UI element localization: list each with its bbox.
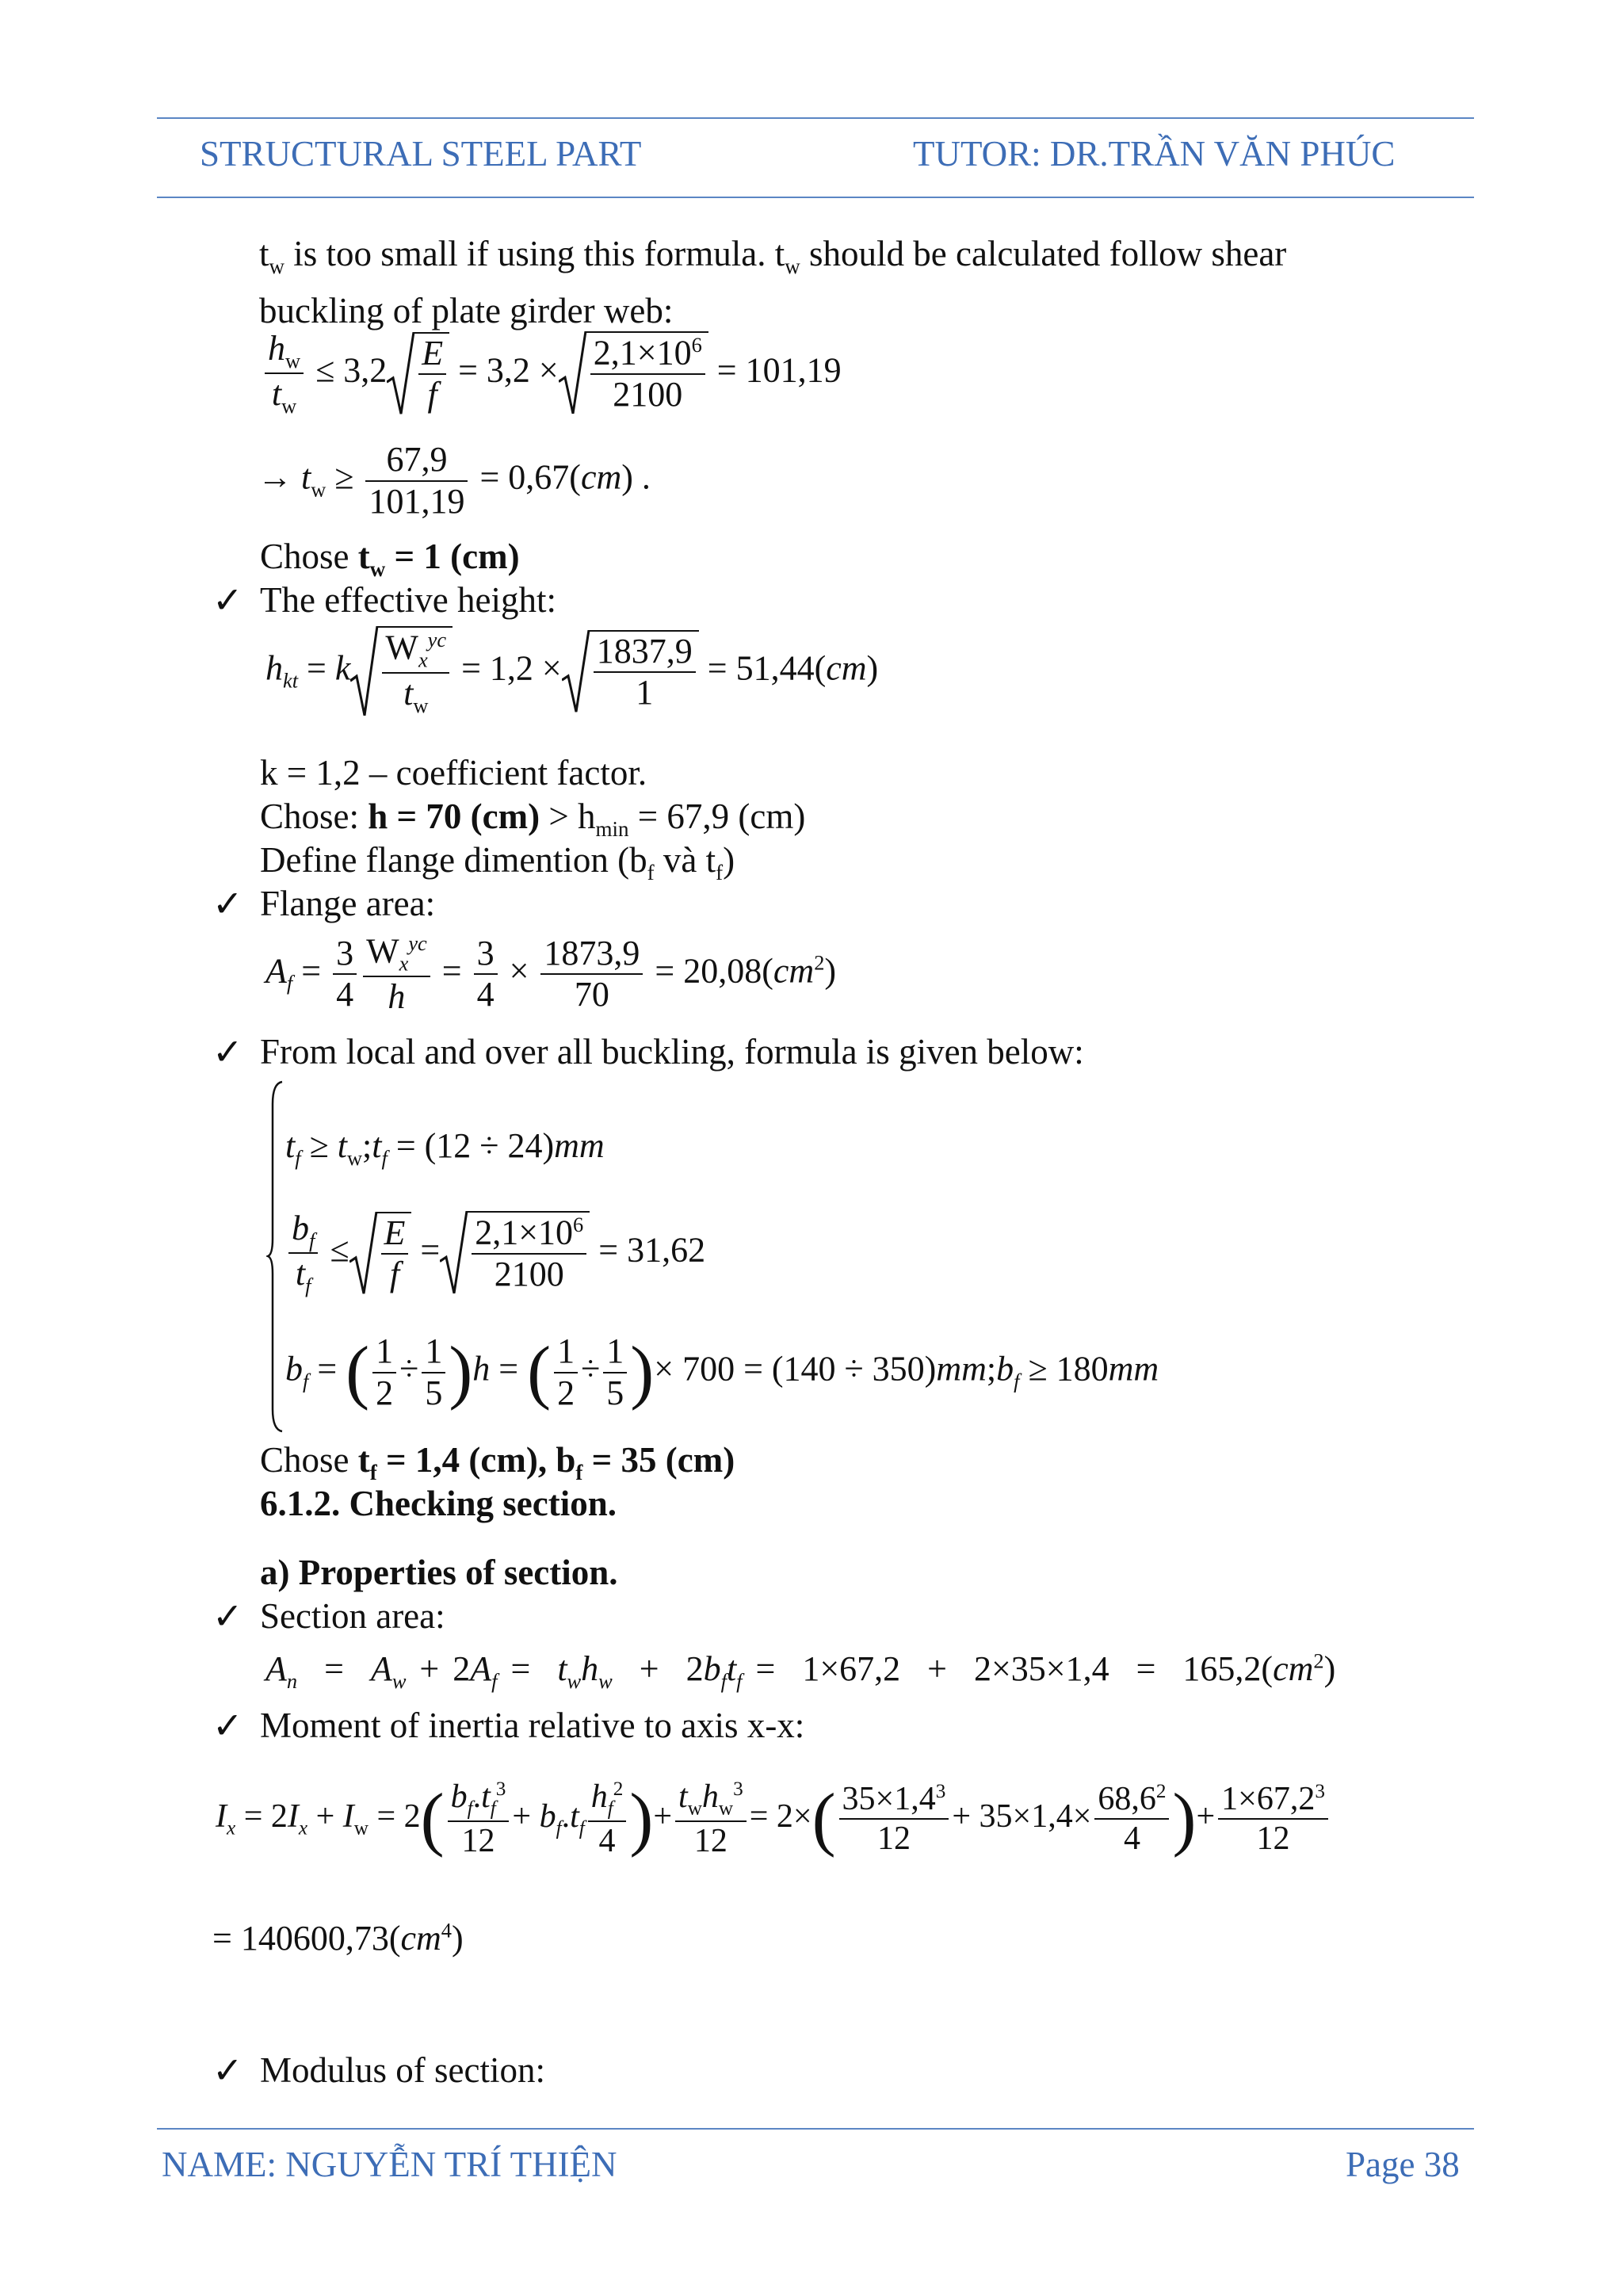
- check-icon: ✓: [212, 884, 243, 924]
- check-icon: ✓: [212, 1706, 243, 1746]
- moment-inertia-label: Moment of inertia relative to axis x-x:: [260, 1706, 805, 1745]
- chose-tw: Chose $t_w = 1$ (cm): [260, 537, 520, 581]
- equation-flange-area: $A_f$ = $\frac{3}{4}$ $\frac{W_x^{yc}}{h}$ = $\frac{3}{4}$ × $\frac{1873,9}{70}$ = $20,08(cm^2)$: [265, 931, 837, 1016]
- effective-height-label: The effective height:: [260, 580, 556, 620]
- footer-rule: [157, 2128, 1474, 2130]
- equation-bf-tf-ratio: $\frac{b_f}{t_f}$ ≤ $\frac{E}{f}$ = $\frac{2,1\times 10^6}{2100}$ = 31,62: [285, 1209, 705, 1297]
- check-icon: ✓: [212, 1032, 243, 1072]
- eq3-result: 51,44: [735, 648, 815, 688]
- equation-moment-inertia: $I_x = 2I_x + I_w = 2$( $\frac{b_f.t_f^3}{12}$ + $b_f.t_f$ $\frac{h_f^2}{4}$ )+ $\frac{t_wh_w^3}{12}$ = 2×( $\frac{35\times 1,4^3}{12}$ + 35×1,4× $\frac{68,6^2}{4}$ )+ $\frac{1\times 67,2^3}{12}$: [216, 1778, 1331, 1861]
- eq7-result: 165,2: [1182, 1649, 1262, 1688]
- header-rule-top: [157, 117, 1474, 119]
- equation-effective-height: $h_{kt} = k$ $\frac{W_x^{yc}}{t_w}$ = 1,2 × $\frac{1837,9}{1}$ = 51,44(cm): [265, 628, 879, 717]
- buckling-label: From local and over all buckling, formula is given below:: [260, 1032, 1084, 1072]
- eq5-result: 31,62: [627, 1230, 706, 1270]
- flange-area-label: Flange area:: [260, 884, 436, 923]
- header-left: STRUCTURAL STEEL PART: [200, 134, 642, 174]
- chose-tf-bf: Chose $t_f = 1,4$ (cm), $b_f = 35$ (cm): [260, 1440, 735, 1484]
- check-icon: ✓: [212, 2050, 243, 2091]
- check-icon: ✓: [212, 580, 243, 621]
- eq4-result: 20,08: [683, 951, 762, 991]
- check-icon: ✓: [212, 1596, 243, 1637]
- eq2-result: 0,67: [508, 457, 570, 497]
- intro-line2: buckling of plate girder web:: [259, 291, 674, 330]
- equation-section-area: $A_n = A_w + 2A_f = t_wh_w + 2b_ft_f = 1\times 67,2 + 2\times 35\times 1,4 = 165,2(cm^2)$: [265, 1648, 1336, 1693]
- modulus-label: Modulus of section:: [260, 2050, 545, 2090]
- footer-right: Page 38: [1346, 2145, 1460, 2184]
- footer-left: NAME: NGUYỄN TRÍ THIỆN: [162, 2145, 617, 2184]
- section-area-label: Section area:: [260, 1596, 445, 1636]
- equation-bf-range: $b_f$ = ( $\frac{1}{2}$ ÷ $\frac{1}{5}$ )h = ( $\frac{1}{2}$ ÷ $\frac{1}{5}$ )× $700 = (140 \div 350)mm;b_f \ge 180mm$: [285, 1331, 1159, 1412]
- equation-web-slenderness: $\frac{h_w}{t_w}$ ≤ 3,2 $\frac{E}{f}$ = 3,2 × $\frac{2,1\times 10^6}{2100}$ = 101,19: [262, 329, 842, 418]
- header-right: TUTOR: DR.TRẦN VĂN PHÚC: [913, 134, 1396, 174]
- chose-h: Chose: h = 70 $(cm) > h_{min} = 67,9$ (cm): [260, 797, 806, 841]
- equation-tf-range: $t_f$ ≥ $t_w;t_f = (12 \div 24)mm$: [285, 1126, 605, 1170]
- eq8-result: 140600,73: [240, 1919, 389, 1958]
- define-flange: Define flange dimention ($b_f$ và $t_f$): [260, 840, 735, 884]
- equation-tw-min: → $t_w$ ≥ $\frac{67,9}{101,19}$ = 0,67(cm) .: [258, 440, 651, 521]
- subheading-a: a) Properties of section.: [260, 1553, 618, 1592]
- eq1-result: 101,19: [745, 350, 842, 390]
- intro-paragraph: $t_w$ is too small if using this formula. $t_w$ should be calculated follow shear buckling of plate girder web:: [259, 234, 1287, 330]
- section-heading: 6.1.2. Checking section.: [260, 1484, 617, 1523]
- eq6-result: 180: [1056, 1349, 1109, 1389]
- k-note: k = 1,2 – coefficient factor.: [260, 753, 647, 793]
- equation-moment-inertia-result: = $140600,73(cm^4)$: [212, 1918, 464, 1958]
- header-rule-bottom: [157, 197, 1474, 198]
- system-brace: [266, 1080, 284, 1433]
